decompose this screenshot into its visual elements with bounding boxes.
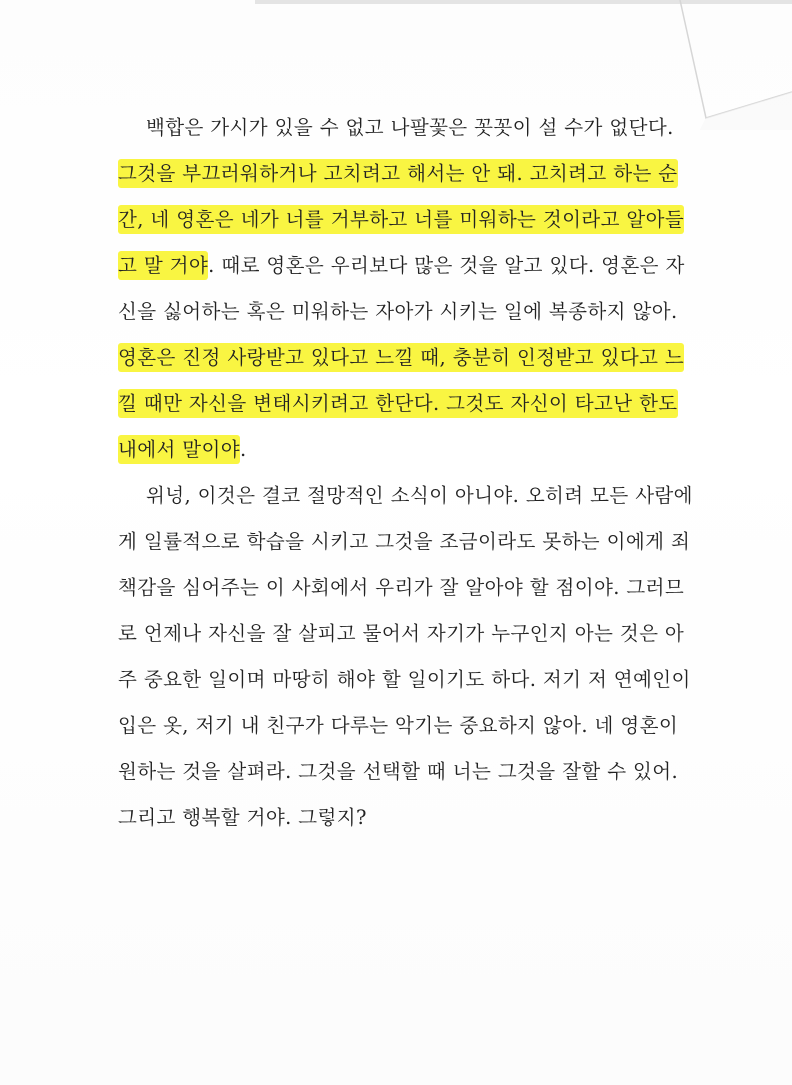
- text-segment: .: [240, 438, 247, 461]
- highlighted-text: 고 말 거야: [118, 251, 208, 280]
- text-line: [118, 657, 698, 703]
- text-segment: 입은 옷, 저기 내 친구가 다루는 악기는 중요하지 않아. 네 영혼이: [118, 714, 679, 737]
- text-line: [118, 565, 698, 611]
- highlighted-text: 영혼은 진정 사랑받고 있다고 느낄 때, 충분히 인정받고 있다고 느: [118, 343, 684, 372]
- text-line: [118, 427, 698, 473]
- text-line: [118, 749, 698, 795]
- text-segment: 게 일률적으로 학습을 시키고 그것을 조금이라도 못하는 이에게 죄: [118, 530, 691, 553]
- text-segment: 백합은 가시가 있을 수 없고 나팔꽃은 꼿꼿이 설 수가 없단다.: [146, 116, 674, 139]
- text-line: [118, 289, 698, 335]
- highlighted-text: 내에서 말이야: [118, 435, 240, 464]
- text-line: [118, 335, 698, 381]
- text-line: [118, 703, 698, 749]
- text-line: [118, 519, 698, 565]
- highlighted-text: 간, 네 영혼은 네가 너를 거부하고 너를 미워하는 것이라고 알아들: [118, 205, 684, 234]
- text-segment: 위넝, 이것은 결코 절망적인 소식이 아니야. 오히려 모든 사람에: [146, 484, 693, 507]
- text-line: [118, 473, 698, 519]
- text-segment: 그리고 행복할 거야. 그렇지?: [118, 806, 367, 829]
- text-line: [118, 243, 698, 289]
- text-segment: 주 중요한 일이며 마땅히 해야 할 일이기도 하다. 저기 저 연예인이: [118, 668, 691, 691]
- text-line: [118, 795, 698, 841]
- text-line: [118, 611, 698, 657]
- paragraph: [118, 473, 698, 841]
- text-segment: . 때로 영혼은 우리보다 많은 것을 알고 있다. 영혼은 자: [208, 254, 685, 277]
- text-line: [118, 151, 698, 197]
- text-segment: 원하는 것을 살펴라. 그것을 선택할 때 너는 그것을 잘할 수 있어.: [118, 760, 679, 783]
- paragraph: [118, 105, 698, 473]
- text-line: [118, 105, 698, 151]
- text-line: [118, 197, 698, 243]
- document-text: [118, 105, 698, 841]
- text-segment: 로 언제나 자신을 잘 살피고 물어서 자기가 누구인지 아는 것은 아: [118, 622, 685, 645]
- highlighted-text: 낄 때만 자신을 변태시키려고 한단다. 그것도 자신이 타고난 한도: [118, 389, 678, 418]
- highlighted-text: 그것을 부끄러워하거나 고치려고 해서는 안 돼. 고치려고 하는 순: [118, 159, 678, 188]
- text-segment: 신을 싫어하는 혹은 미워하는 자아가 시키는 일에 복종하지 않아.: [118, 300, 678, 323]
- text-segment: 책감을 심어주는 이 사회에서 우리가 잘 알아야 할 점이야. 그러므: [118, 576, 685, 599]
- text-line: [118, 381, 698, 427]
